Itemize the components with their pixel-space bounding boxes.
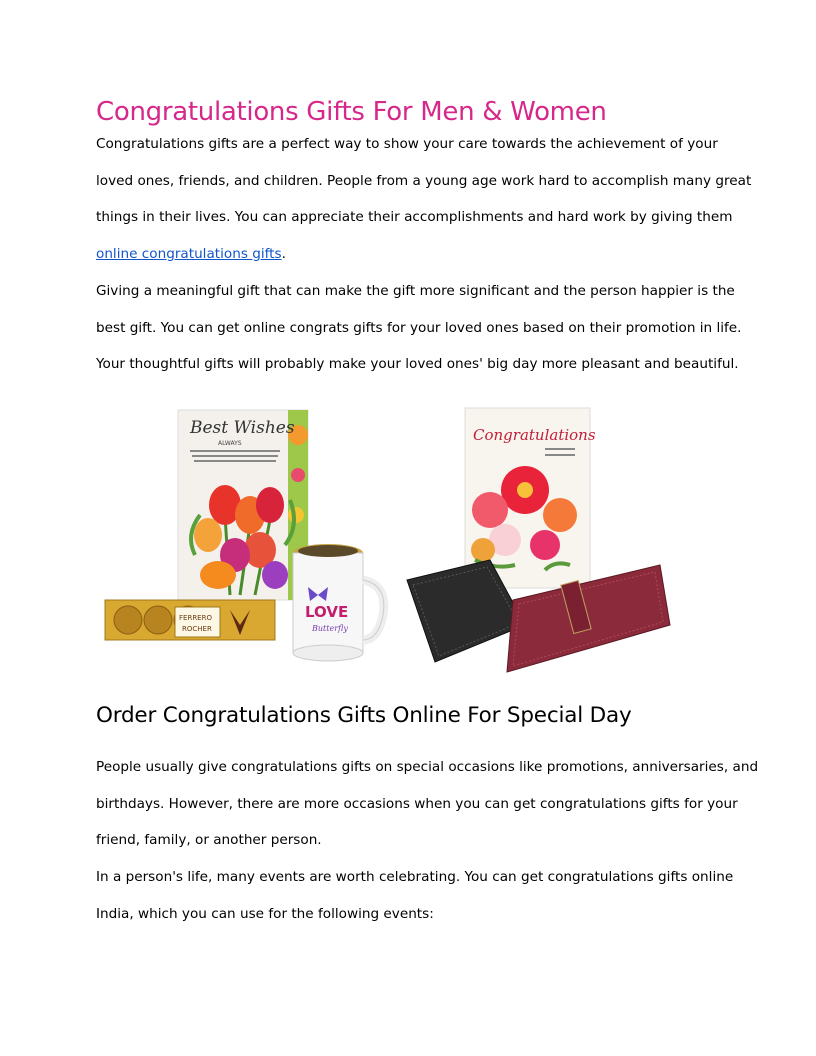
mug-butterfly-text: Butterfly	[312, 624, 348, 633]
best-wishes-card	[178, 410, 308, 600]
card-congratulations-text: Congratulations	[473, 426, 596, 444]
link-trailing-period: .	[281, 246, 286, 263]
online-congratulations-gifts-link[interactable]: online congratulations gifts	[96, 246, 282, 263]
section2-line: People usually give congratulations gifts on special occasions like promotions, anniversaries, and	[96, 759, 759, 775]
intro-paragraph	[96, 126, 752, 383]
gift-combo-image-right	[395, 400, 675, 680]
intro-line: things in their lives. You can appreciate their accomplishments and hard work by giving them	[96, 209, 733, 226]
section2-line: friend, family, or another person.	[96, 832, 322, 849]
card-heading-text: Best Wishes	[190, 418, 295, 438]
card-sub-text: ALWAYS	[218, 440, 242, 447]
mug-love-text: LOVE	[305, 603, 349, 621]
chocolate-brand-2: ROCHER	[182, 625, 212, 633]
butterfly-mug	[293, 544, 384, 661]
para2-line: Giving a meaningful gift that can make the gift more significant and the person happier is the	[96, 282, 735, 299]
intro-line: Congratulations gifts are a perfect way to show your care towards the achievement of your	[96, 136, 718, 152]
intro-link-line	[96, 236, 736, 273]
intro-line: loved ones, friends, and children. People from a young age work hard to accomplish many great	[96, 172, 752, 189]
section2-line: In a person's life, many events are worth celebrating. You can get congratulations gifts online	[96, 869, 734, 886]
section-heading: Order Congratulations Gifts Online For Special Day	[96, 703, 632, 728]
page-title: Congratulations Gifts For Men & Women	[96, 97, 607, 127]
chocolate-brand-1: FERRERO	[179, 614, 212, 622]
section2-paragraph	[96, 749, 759, 933]
section2-line: birthdays. However, there are more occasions when you can get congratulations gifts for your	[96, 795, 738, 812]
ferrero-rocher-box	[105, 600, 275, 640]
gift-combo-image-left	[100, 405, 400, 670]
para2-line: Your thoughtful gifts will probably make your loved ones' big day more pleasant and beautiful.	[96, 356, 739, 373]
para2-line: best gift. You can get online congrats gifts for your loved ones based on their promotion in life.	[96, 319, 742, 336]
section2-line: India, which you can use for the following events:	[96, 905, 434, 922]
